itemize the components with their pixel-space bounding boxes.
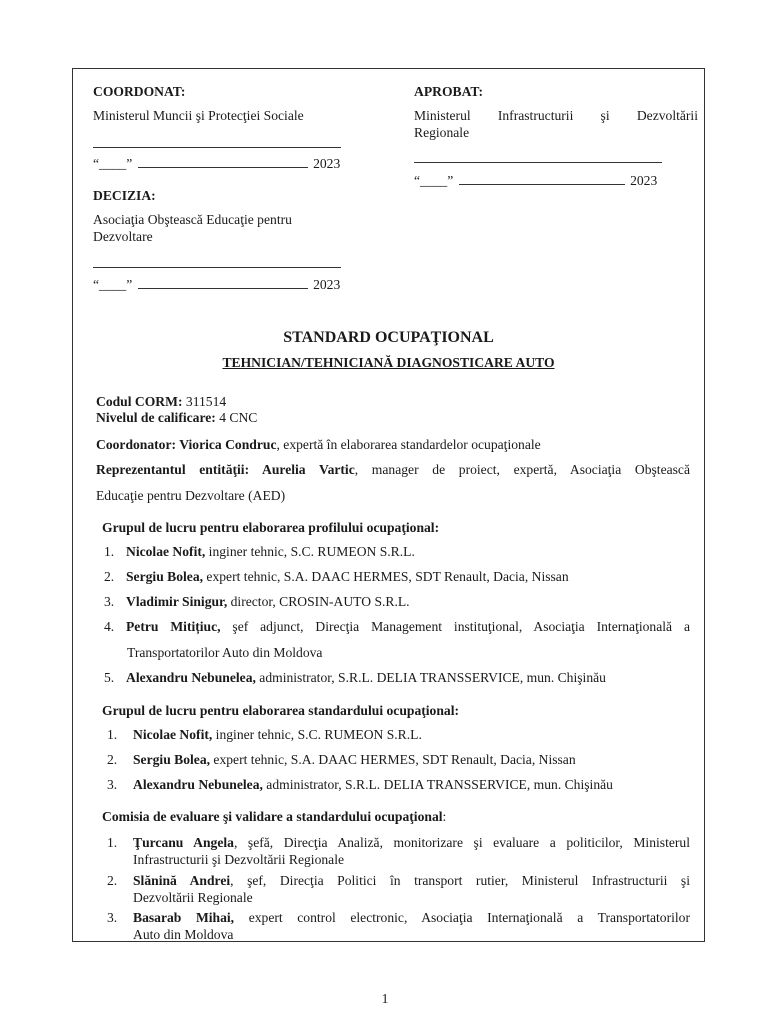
member-name: Vladimir Sinigur, [126,594,228,609]
aprobat-date-prefix: “____” [414,173,454,188]
member-name: Alexandru Nebunelea, [126,670,256,685]
member-desc: , şefă, Direcţia Analiză, monitorizare şi evaluare a politicilor, Ministerul [233,835,690,850]
list-item-continuation: Dezvoltării Regionale [133,890,253,905]
decizia-heading: DECIZIA: [93,188,156,203]
member-desc: expert tehnic, S.A. DAAC HERMES, SDT Renault, Dacia, Nissan [210,752,576,767]
member-desc: inginer tehnic, S.C. RUMEON S.R.L. [212,727,422,742]
list-item-continuation: Auto din Moldova [133,927,234,942]
member-desc: inginer tehnic, S.C. RUMEON S.R.L. [205,544,415,559]
corm-label: Codul CORM: [96,394,183,409]
decizia-date-prefix: “____” [93,277,133,292]
page-number: 1 [381,991,389,1006]
member-desc: , şef, Direcţia Politici în transport rutier, Ministerul Infrastructurii şi [230,873,691,888]
coordonat-heading: COORDONAT: [93,84,186,99]
coordonat-date [93,156,340,172]
list-item-continuation: Transportatorilor Auto din Moldova [127,645,323,660]
coordonator-line [96,437,541,453]
list-number: 2. [107,873,118,888]
list-number: 5. [104,670,115,685]
coordonator-label: Coordonator: Viorica Condruc [96,437,277,452]
member-name: Slănină Andrei [133,873,231,888]
coordonat-signature-line [93,147,341,148]
member-name: Sergiu Bolea, [133,752,211,767]
member-name: Petru Mitițiuc, [126,619,221,634]
aprobat-year: 2023 [630,173,658,188]
comisia-heading [102,809,446,825]
list-item [133,873,690,889]
list-item [104,670,606,686]
level-value: 4 CNC [219,410,258,425]
decizia-date-line [138,288,308,289]
member-desc: administrator, S.R.L. DELIA TRANSSERVICE, mun. Chişinău [255,670,606,685]
member-name: Nicolae Nofit, [133,727,213,742]
list-item [104,619,690,635]
member-name: Basarab Mihai, [133,910,235,925]
aprobat-heading: APROBAT: [414,84,483,99]
coordonat-date-prefix: “____” [93,156,133,171]
member-desc: director, CROSIN-AUTO S.R.L. [227,594,410,609]
member-desc: expert tehnic, S.A. DAAC HERMES, SDT Renault, Dacia, Nissan [203,569,569,584]
list-item [104,594,410,610]
list-number: 3. [107,777,118,792]
comisia-heading-colon: : [442,809,447,824]
member-desc: administrator, S.R.L. DELIA TRANSSERVICE, mun. Chişinău [262,777,613,792]
list-number: 1. [107,727,118,742]
grup-profil-heading: Grupul de lucru pentru elaborarea profilului ocupaţional: [102,520,440,535]
list-item [107,777,613,793]
member-desc: expert control electronic, Asociaţia Internaţională a Transportatorilor [234,910,690,925]
aprobat-org-line1: Ministerul Infrastructurii şi Dezvoltării [414,108,698,123]
list-number: 2. [104,569,115,584]
aprobat-signature-line [414,162,662,163]
list-item [107,727,422,743]
list-number: 3. [107,910,118,925]
aprobat-date [414,173,657,189]
list-item [104,569,569,585]
grup-standard-heading: Grupul de lucru pentru elaborarea standardului ocupaţional: [102,703,460,718]
list-item [107,752,576,768]
document-subtitle: TEHNICIAN/TEHNICIANĂ DIAGNOSTICARE AUTO [222,355,555,370]
decizia-signature-line [93,267,341,268]
reprezentant-text: , manager de proiect, expertă, Asociaţia Obştească [354,462,690,477]
comisia-heading-text: Comisia de evaluare şi validare a standardului ocupaţional [102,809,443,824]
document-title: STANDARD OCUPAŢIONAL [283,329,494,346]
reprezentant-line1 [96,462,690,478]
list-number: 2. [107,752,118,767]
level-label: Nivelul de calificare: [96,410,216,425]
list-number: 1. [107,835,118,850]
decizia-org-line1: Asociaţia Obştească Educaţie pentru [93,212,292,227]
member-name: Alexandru Nebunelea, [133,777,263,792]
coordonat-year: 2023 [313,156,341,171]
member-name: Ţurcanu Angela [133,835,234,850]
list-number: 3. [104,594,115,609]
coordonat-org: Ministerul Muncii şi Protecţiei Sociale [93,108,304,123]
coordonat-date-line [138,167,308,168]
decizia-year: 2023 [313,277,341,292]
reprezentant-label: Reprezentantul entităţii: Aurelia Vartic [96,462,355,477]
reprezentant-line2: Educaţie pentru Dezvoltare (AED) [96,488,286,503]
qualification-level [96,410,257,426]
decizia-date [93,277,340,293]
list-item [104,544,415,560]
member-name: Nicolae Nofit, [126,544,206,559]
coordonator-text: , expertă în elaborarea standardelor ocupaţionale [276,437,541,452]
corm-value: 311514 [185,394,227,409]
corm-code [96,394,226,410]
decizia-org-line2: Dezvoltare [93,229,153,244]
list-number: 1. [104,544,115,559]
aprobat-org-line2: Regionale [414,125,470,140]
list-item [133,835,690,851]
list-item [133,910,690,926]
list-number: 4. [104,619,115,634]
list-item-continuation: Infrastructurii şi Dezvoltării Regionale [133,852,345,867]
member-name: Sergiu Bolea, [126,569,204,584]
member-desc: şef adjunct, Direcţia Management instituţional, Asociaţia Internaţională a [220,619,690,634]
aprobat-date-line [459,184,625,185]
